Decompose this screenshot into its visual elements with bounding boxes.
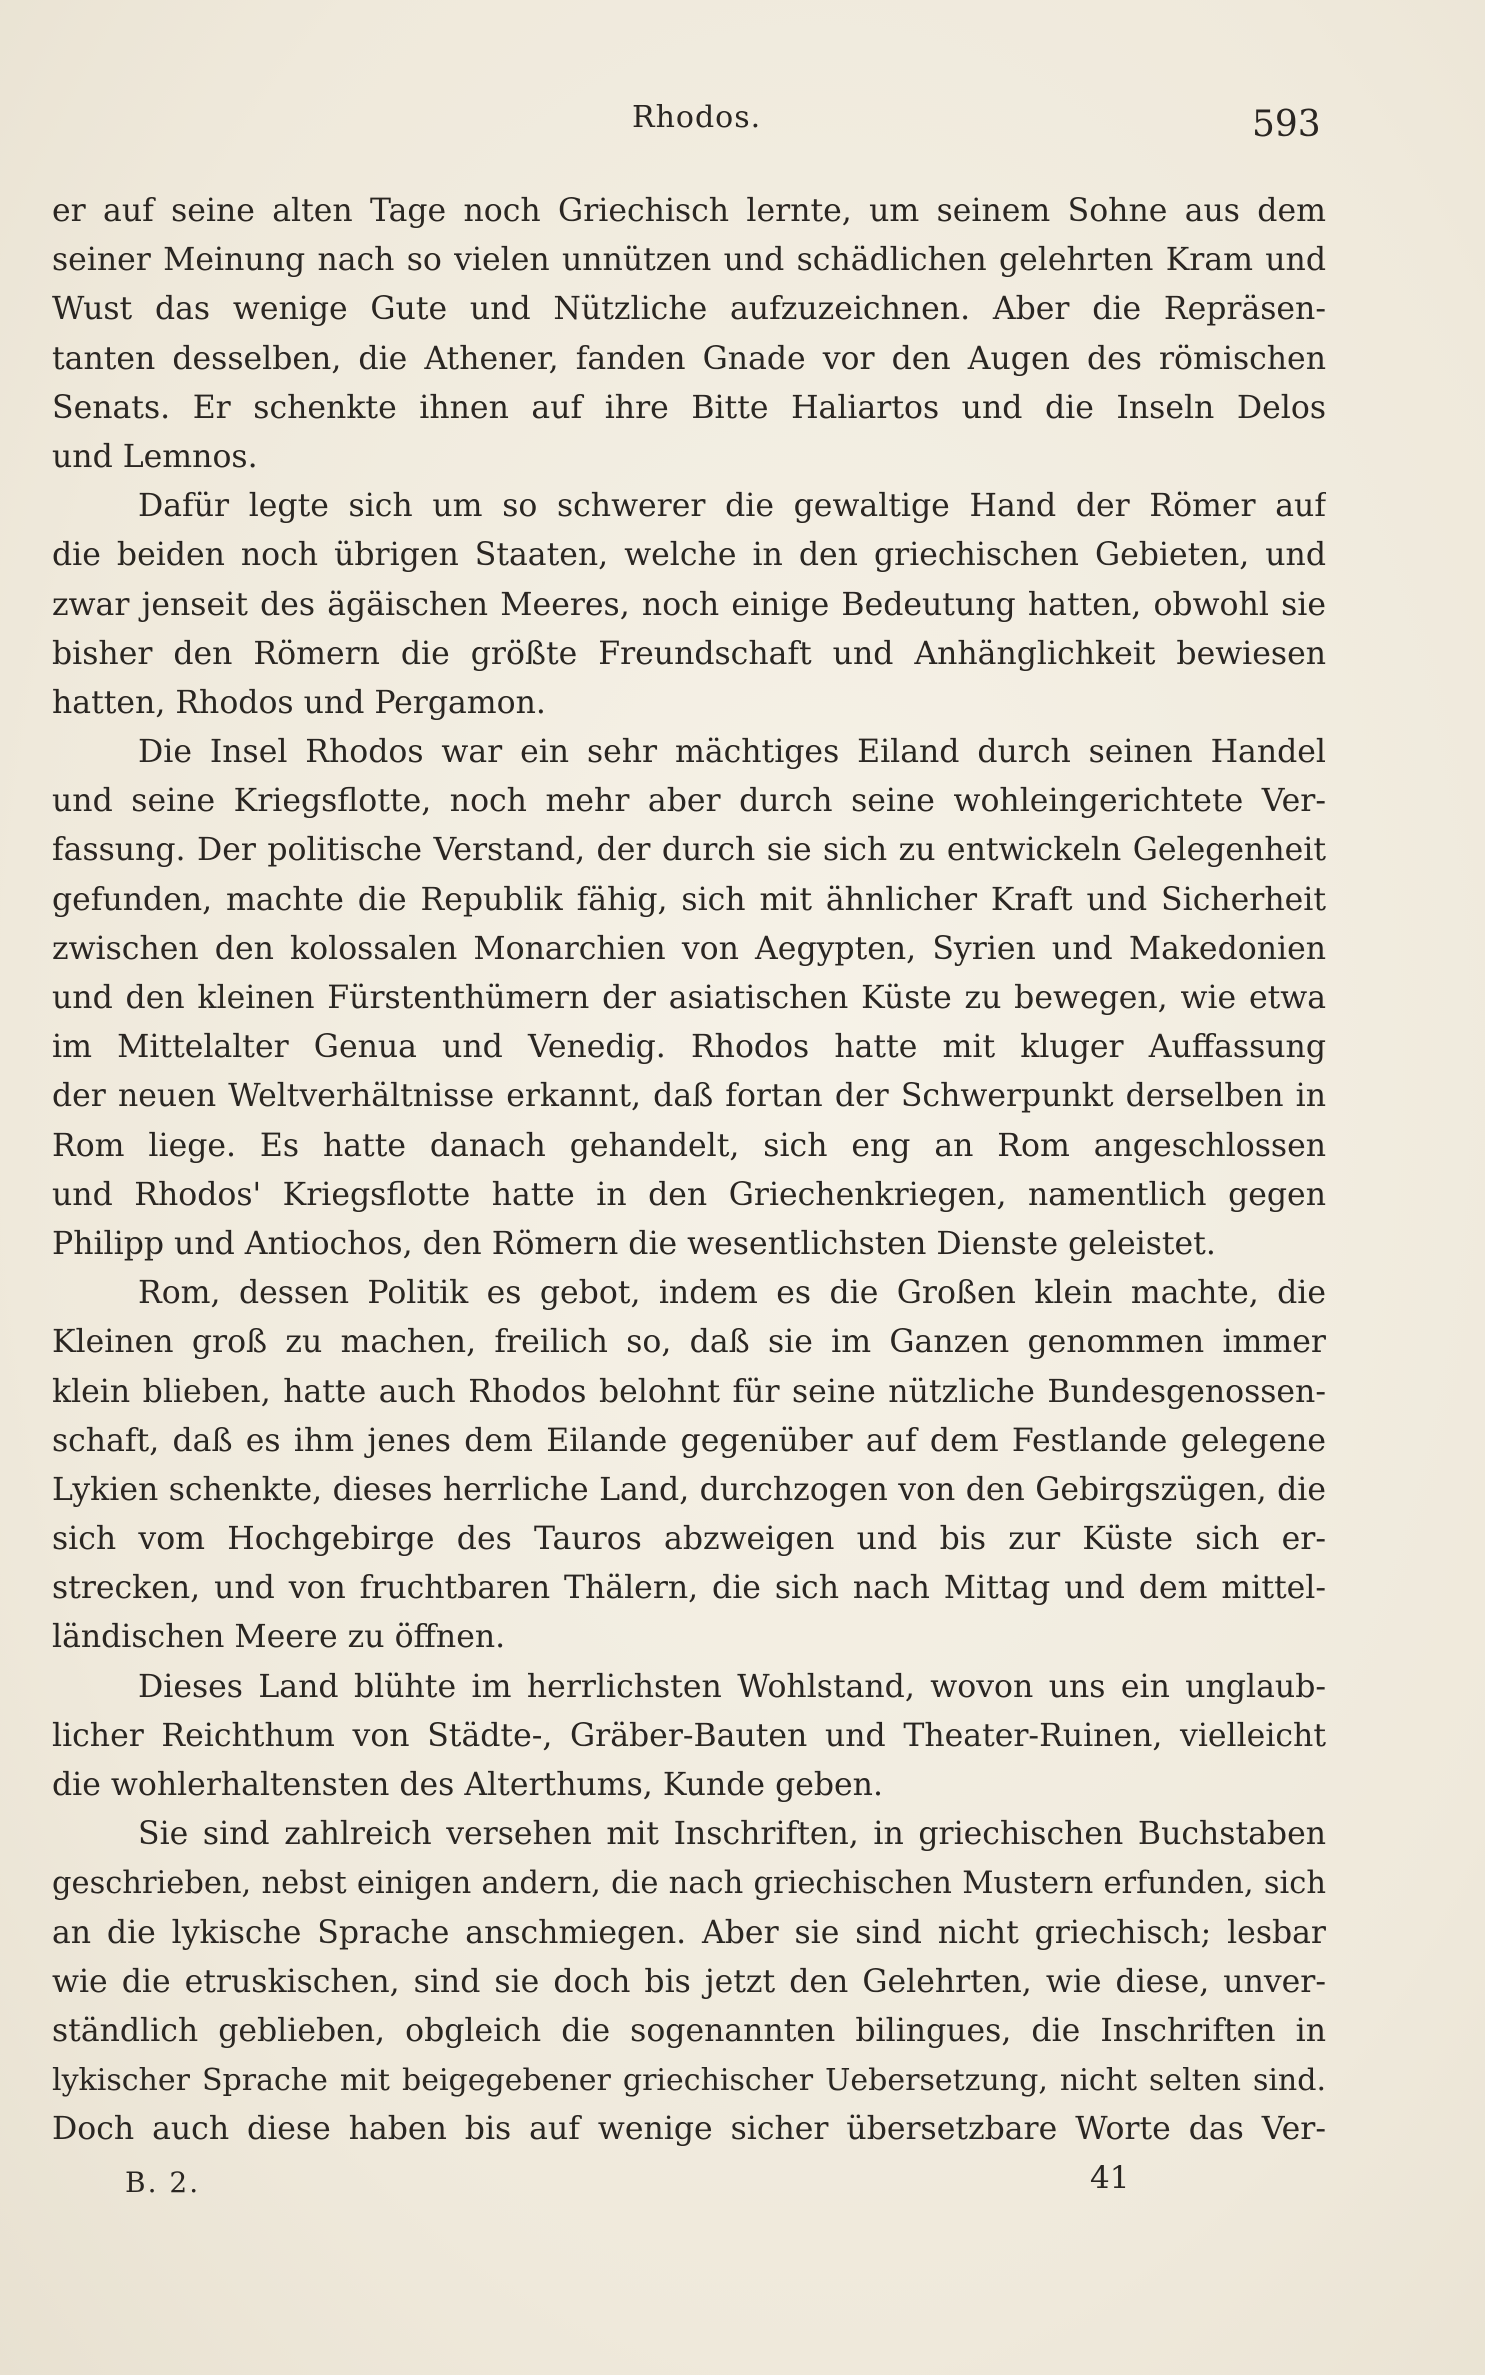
text-line: seiner Meinung nach so vielen unnützen und schädlichen gelehrten Kram und [52,242,1326,279]
text-line: er auf seine alten Tage noch Griechisch lernte, um seinem Sohne aus dem [52,193,1326,229]
text-line: und den kleinen Fürstenthümern der asiatischen Küste zu bewegen, wie etwa [52,980,1326,1016]
text-line: an die lykische Sprache anschmiegen. Aber sie sind nicht griechisch; lesbar [52,1914,1326,1951]
text-line: zwar jenseit des ägäischen Meeres, noch einige Bedeutung hatten, obwohl sie [52,586,1326,623]
text-line: strecken, und von fruchtbaren Thälern, die sich nach Mittag und dem mittel- [52,1570,1326,1607]
text-line: Dafür legte sich um so schwerer die gewaltige Hand der Römer auf [138,488,1326,525]
text-line: Lykien schenkte, dieses herrliche Land, durchzogen von den Gebirgszügen, die [52,1471,1326,1508]
text-line: fassung. Der politische Verstand, der durch sie sich zu entwickeln Gelegenheit [52,832,1326,869]
text-line: sich vom Hochgebirge des Tauros abzweigen und bis zur Küste sich er- [52,1521,1326,1558]
text-line: gefunden, machte die Republik fähig, sich mit ähnlicher Kraft und Sicherheit [52,881,1326,918]
text-line: und Lemnos. [52,438,258,475]
text-line: zwischen den kolossalen Monarchien von Aegypten, Syrien und Makedonien [52,930,1326,967]
text-line: Die Insel Rhodos war ein sehr mächtiges Eiland durch seinen Handel [138,734,1326,771]
text-line: licher Reichthum von Städte-, Gräber-Bauten und Theater-Ruinen, vielleicht [52,1717,1326,1754]
text-line: Dieses Land blühte im herrlichsten Wohlstand, wovon uns ein unglaub- [138,1668,1326,1705]
text-line: lykischer Sprache mit beigegebener griechischer Uebersetzung, nicht selten sind. [52,2063,1326,2099]
body-text [52,187,1326,2155]
text-line: ständlich geblieben, obgleich die sogenannten bilingues, die Inschriften in [52,2012,1326,2049]
text-line: die wohlerhaltensten des Alterthums, Kunde geben. [52,1767,883,1803]
text-line: ländischen Meere zu öffnen. [52,1619,506,1656]
text-line: wie die etruskischen, sind sie doch bis jetzt den Gelehrten, wie diese, unver- [52,1963,1326,2000]
printer-signature: B. 2. [125,2166,201,2199]
sheet-number: 41 [1090,2160,1130,2196]
text-line: der neuen Weltverhältnisse erkannt, daß fortan der Schwerpunkt derselben in [52,1078,1326,1115]
text-line: klein blieben, hatte auch Rhodos belohnt für seine nützliche Bundesgenossen- [52,1373,1326,1410]
text-line: Senats. Er schenkte ihnen auf ihre Bitte Haliartos und die Inseln Delos [52,389,1326,426]
text-line: Philipp und Antiochos, den Römern die wesentlichsten Dienste geleistet. [52,1225,1216,1262]
text-line: Wust das wenige Gute und Nützliche aufzuzeichnen. Aber die Repräsen- [52,291,1326,328]
text-line: Kleinen groß zu machen, freilich so, daß sie im Ganzen genommen immer [52,1324,1326,1361]
text-line: bisher den Römern die größte Freundschaft und Anhänglichkeit bewiesen [52,635,1326,672]
text-line: schaft, daß es ihm jenes dem Eilande gegenüber auf dem Festlande gelegene [52,1422,1326,1459]
text-line: und seine Kriegsflotte, noch mehr aber durch seine wohleingerichtete Ver- [52,783,1326,820]
text-line: die beiden noch übrigen Staaten, welche in den griechischen Gebieten, und [52,537,1326,574]
text-line: Rom liege. Es hatte danach gehandelt, sich eng an Rom angeschlossen [52,1127,1326,1164]
page-number: 593 [1252,104,1321,145]
text-line: Rom, dessen Politik es gebot, indem es die Großen klein machte, die [138,1275,1326,1312]
text-line: und Rhodos' Kriegsflotte hatte in den Griechenkriegen, namentlich gegen [52,1176,1326,1213]
text-line: Sie sind zahlreich versehen mit Inschriften, in griechischen Buchstaben [138,1816,1326,1853]
text-line: im Mittelalter Genua und Venedig. Rhodos hatte mit kluger Auffassung [52,1029,1326,1066]
text-line: tanten desselben, die Athener, fanden Gnade vor den Augen des römischen [52,340,1326,377]
text-line: hatten, Rhodos und Pergamon. [52,684,546,721]
running-head: Rhodos. [632,100,762,135]
text-line: geschrieben, nebst einigen andern, die nach griechischen Mustern erfunden, sich [52,1866,1326,1902]
text-line: Doch auch diese haben bis auf wenige sicher übersetzbare Worte das Ver- [52,2111,1326,2148]
